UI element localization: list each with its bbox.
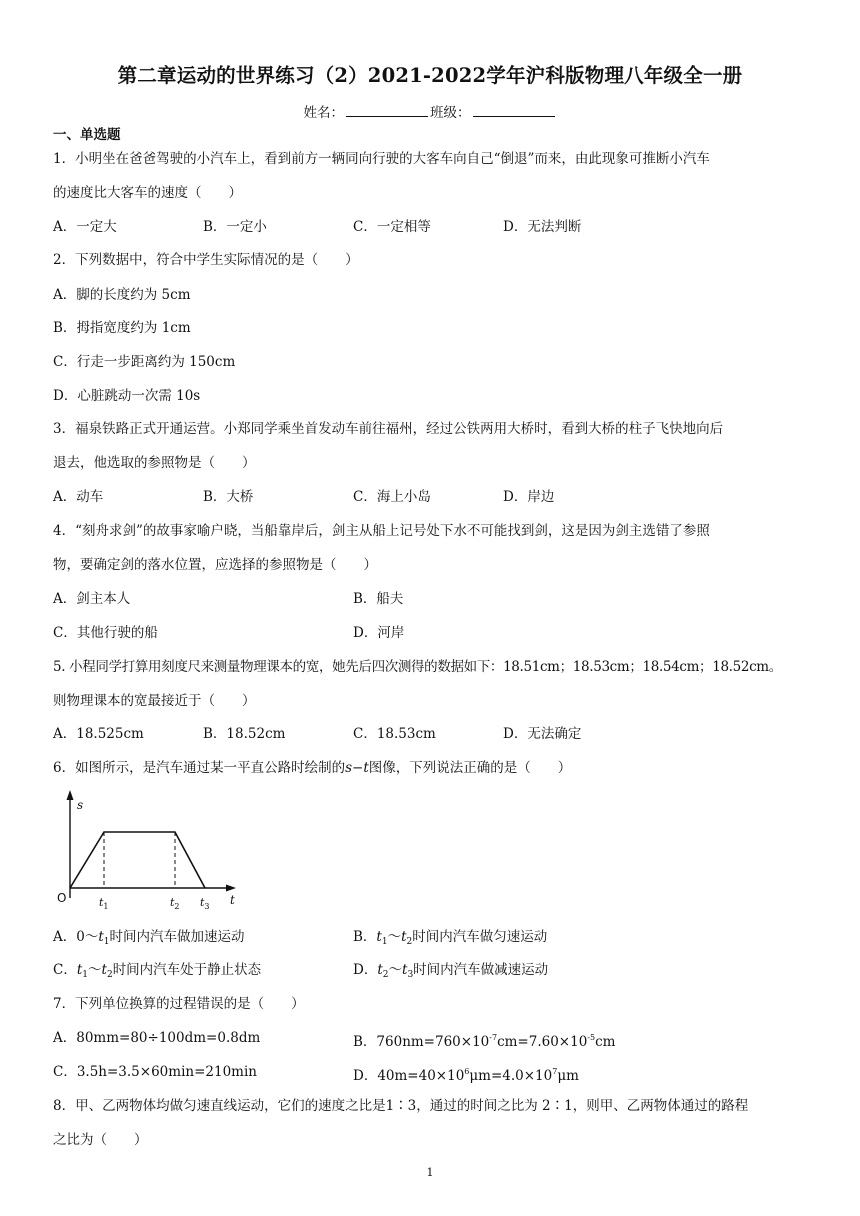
q5-option-c: C．18.53cm — [353, 726, 436, 742]
t3-label: $t_3$ — [200, 896, 210, 911]
q4-option-c: C．其他行驶的船 — [53, 625, 158, 641]
q6-option-c: C．$t_1\sim t_2$时间内汽车处于静止状态 — [53, 962, 262, 980]
question-8-line-1: 8．甲、乙两物体均做匀速直线运动，它们的速度之比是1∶3，通过的时间之比为 2∶1，则甲、乙两物体通过的路程 — [53, 1098, 749, 1114]
question-4-line-2: 物，要确定剑的落水位置，应选择的参照物是（ ） — [53, 557, 377, 573]
q4-option-b: B．船夫 — [353, 591, 404, 607]
y-axis-arrow — [67, 790, 74, 800]
t2-label: $t_2$ — [170, 896, 180, 911]
name-label: 姓名： — [303, 105, 344, 121]
question-3-line-2: 退去，他选取的参照物是（ ） — [53, 455, 256, 471]
t1-label: $t_1$ — [99, 896, 109, 911]
question-4-line-1: 4．“刻舟求剑”的故事家喻户晓，当船靠岸后，剑主从船上记号处下水不可能找到剑，这是因为剑主选错了参照 — [53, 523, 710, 539]
q6-var-t: t — [363, 760, 369, 776]
question-1-line-1: 1．小明坐在爸爸驾驶的小汽车上，看到前方一辆同向行驶的大客车向自己“倒退”而来，由此现象可推断小汽车 — [53, 151, 710, 167]
x-axis-label: t — [230, 893, 235, 907]
q6-var-s: s — [345, 760, 353, 776]
section-heading: 一、单选题 — [53, 127, 121, 143]
q7-option-a: A．80mm=80÷100dm=0.8dm — [53, 1030, 261, 1046]
question-5-line-2: 则物理课本的宽最接近于（ ） — [53, 693, 256, 709]
y-axis-label: s — [77, 798, 84, 812]
origin-label: O — [57, 891, 67, 905]
student-info-line — [0, 101, 860, 121]
q3-option-b: B．大桥 — [203, 489, 254, 505]
q7-option-d: D．$40m=40\times 10^6\mu m=4.0\times 10^7\mu m$ — [353, 1067, 579, 1084]
x-axis-arrow — [226, 885, 236, 892]
q2-option-c: C．行走一步距离约为 150cm — [53, 354, 236, 370]
question-5-line-1: 5. 小程同学打算用刻度尺来测量物理课本的宽，她先后四次测得的数据如下：18.51cm；18.53cm；18.54cm；18.52cm。 — [53, 659, 782, 675]
q5-option-b: B．18.52cm — [203, 726, 286, 742]
q7-option-c: C．3.5h=3.5×60min=210min — [53, 1064, 257, 1080]
q2-option-a: A．脚的长度约为 5cm — [53, 287, 191, 303]
class-blank[interactable] — [473, 103, 555, 117]
q3-option-d: D．岸边 — [503, 489, 555, 505]
question-2-line-1: 2．下列数据中，符合中学生实际情况的是（ ） — [53, 252, 359, 268]
class-label: 班级： — [430, 105, 471, 121]
q1-option-b: B．一定小 — [203, 219, 267, 235]
q1-option-a: A．一定大 — [53, 219, 117, 235]
q5-option-a: A．18.525cm — [53, 726, 144, 742]
q6-prefix: 6．如图所示，是汽车通过某一平直公路时绘制的 — [53, 760, 346, 776]
q4-option-a: A．剑主本人 — [53, 591, 131, 607]
q6-option-b: B．$t_1\sim t_2$时间内汽车做匀速运动 — [353, 929, 548, 947]
page-number: 1 — [426, 1166, 434, 1179]
page-title: 第二章运动的世界练习（2）2021-2022学年沪科版物理八年级全一册 — [117, 64, 743, 87]
s-t-line — [70, 832, 205, 888]
question-7-line-1: 7．下列单位换算的过程错误的是（ ） — [53, 996, 305, 1012]
q2-option-d: D．心脏跳动一次需 10s — [53, 388, 201, 404]
question-1-line-2: 的速度比大客车的速度（ ） — [53, 185, 242, 201]
q7-option-b: B．$760nm=760\times 10^{-7}cm=7.60\times 10^{-5}cm$ — [353, 1033, 616, 1050]
q5-option-d: D．无法确定 — [503, 726, 582, 742]
s-t-graph — [52, 784, 242, 912]
q1-option-c: C．一定相等 — [353, 219, 431, 235]
q4-option-d: D．河岸 — [353, 625, 405, 641]
question-8-line-2: 之比为（ ） — [53, 1132, 148, 1148]
q1-option-d: D．无法判断 — [503, 219, 582, 235]
q6-option-a: A．$0\sim t_1$时间内汽车做加速运动 — [53, 929, 245, 947]
q2-option-b: B．拇指宽度约为 1cm — [53, 320, 191, 336]
name-blank[interactable] — [346, 103, 428, 117]
q6-suffix: 图像，下列说法正确的是（ ） — [368, 760, 572, 776]
q6-option-d: D．$t_2\sim t_3$时间内汽车做减速运动 — [353, 962, 549, 980]
question-6-line-1 — [53, 759, 571, 777]
q3-option-a: A．动车 — [53, 489, 104, 505]
question-3-line-1: 3．福泉铁路正式开通运营。小郑同学乘坐首发动车前往福州，经过公铁两用大桥时，看到大桥的柱子飞快地向后 — [53, 421, 724, 437]
q3-option-c: C．海上小岛 — [353, 489, 431, 505]
q6-dash: − — [352, 760, 364, 776]
